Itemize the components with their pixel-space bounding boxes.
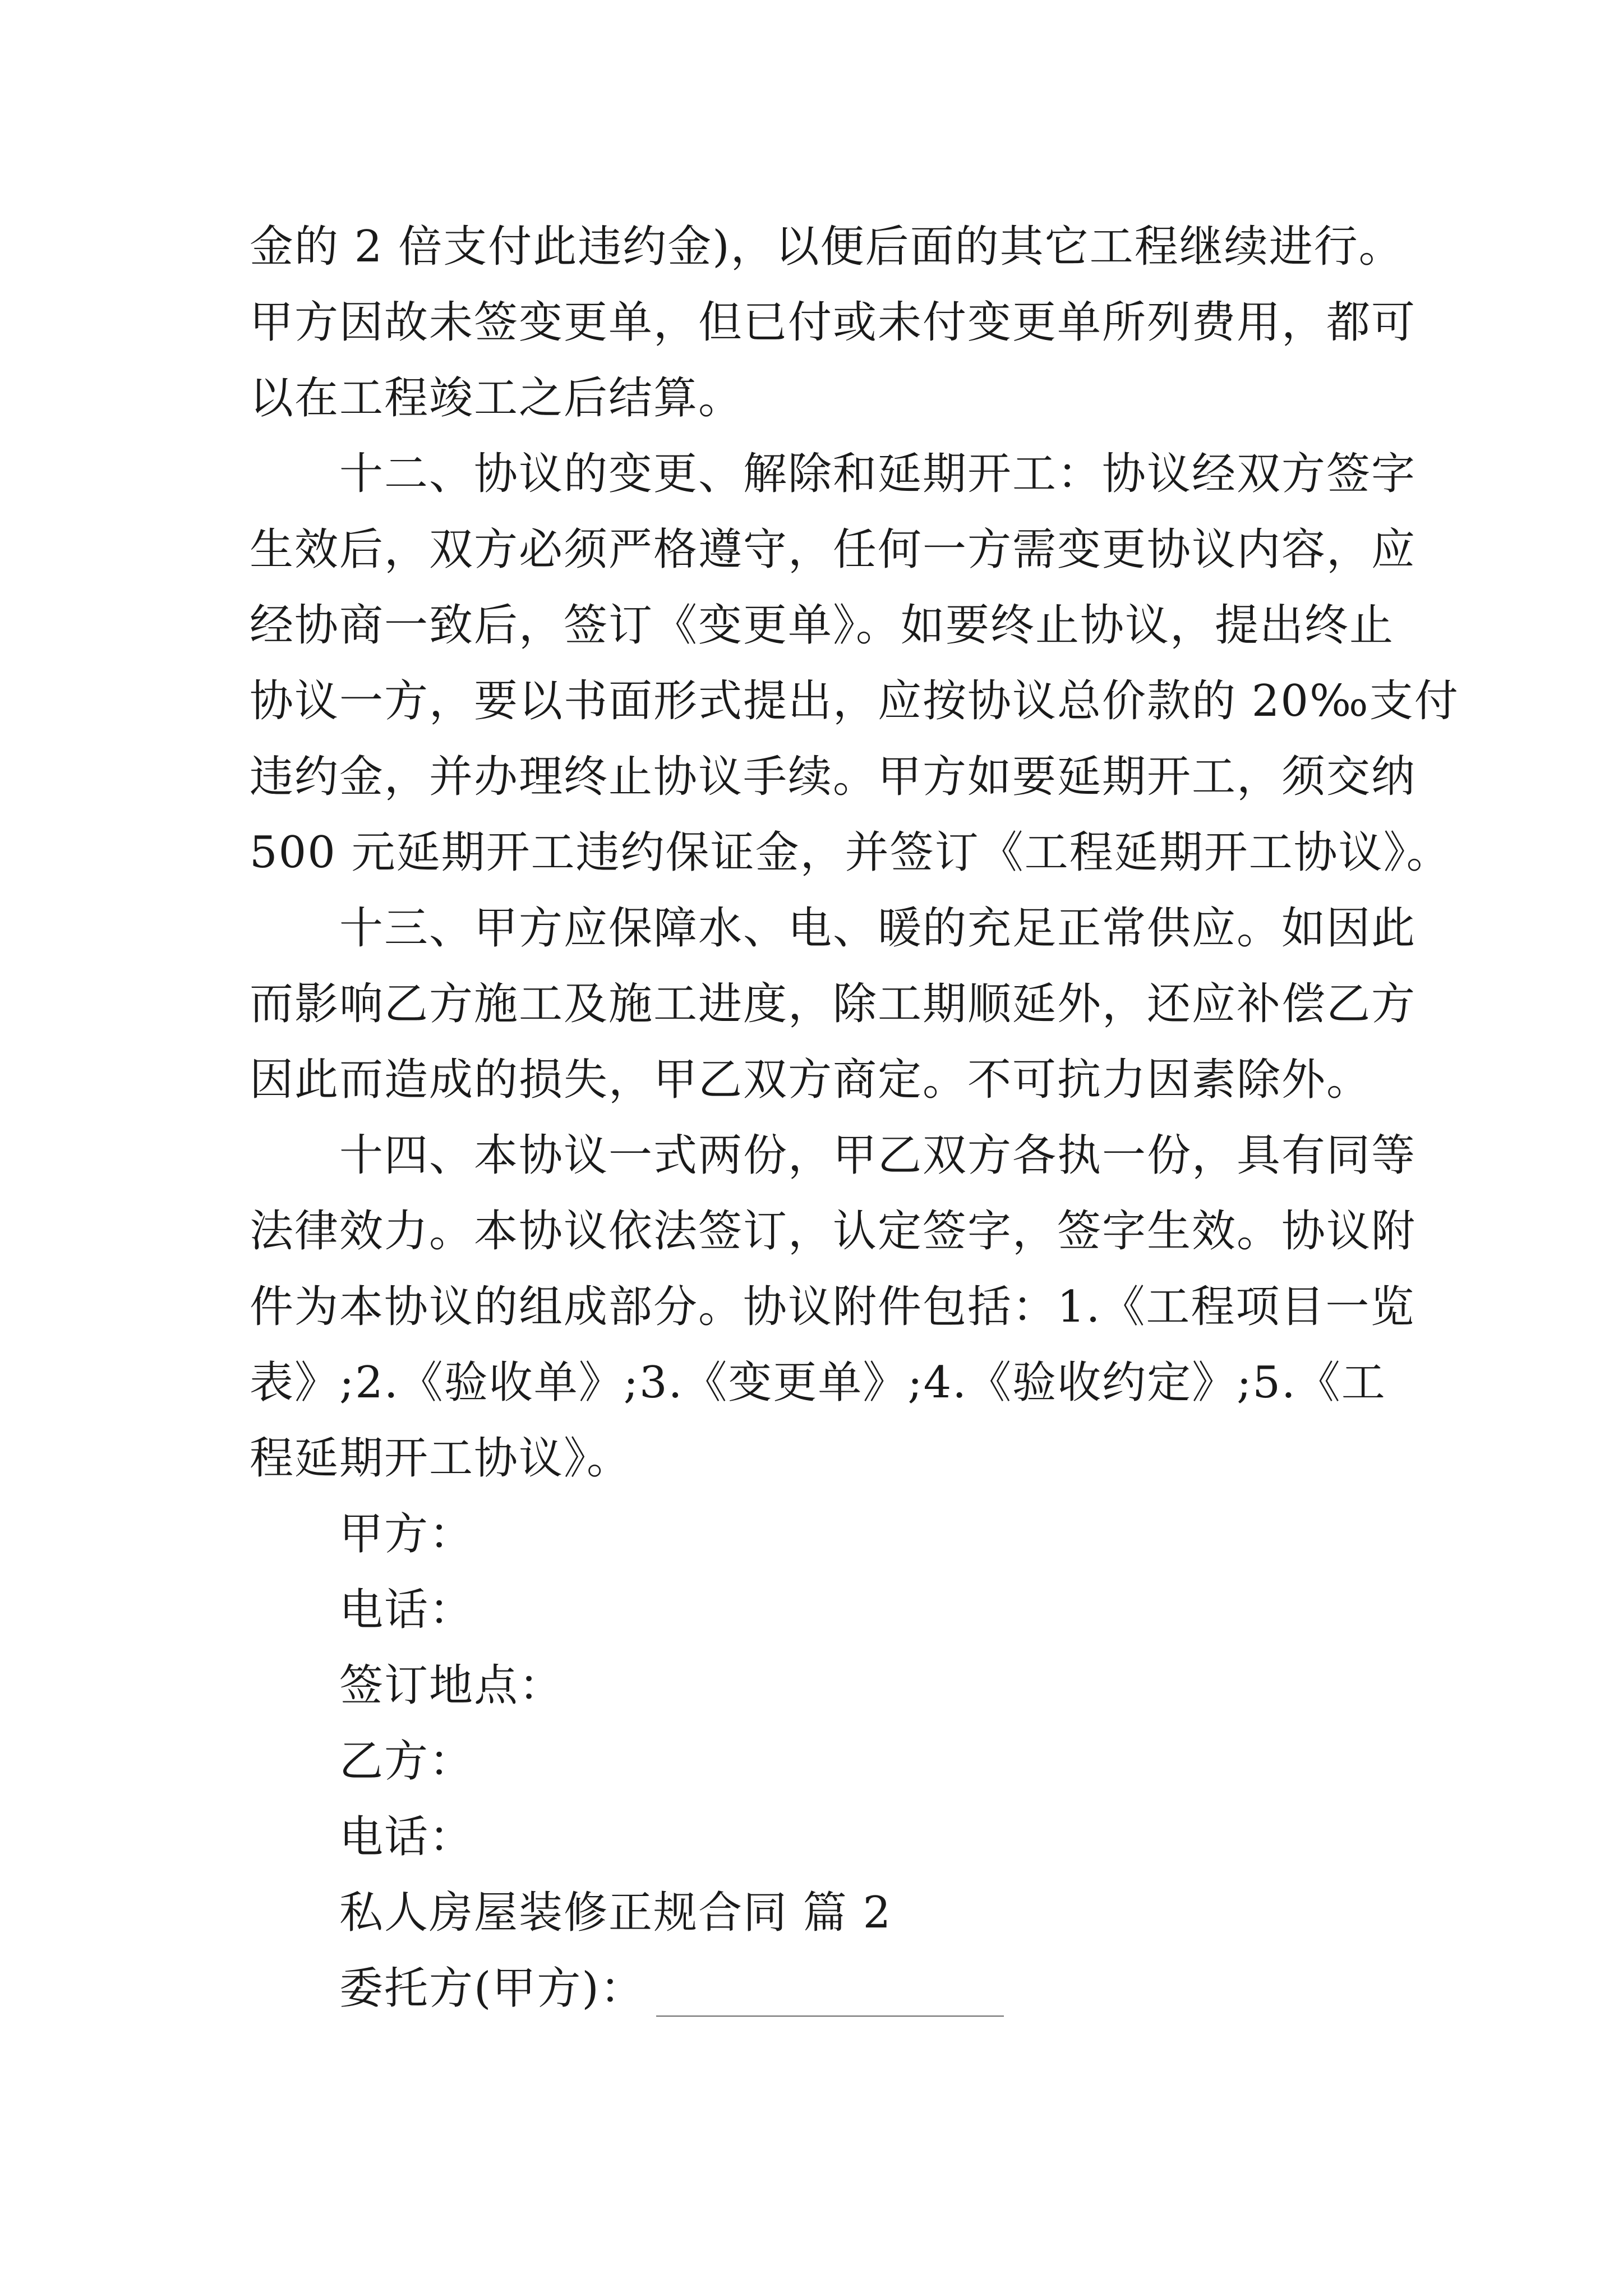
- paragraph-line: 件为本协议的组成部分。协议附件包括：1.《工程项目一览: [250, 1282, 1415, 1332]
- paragraph-line: 而影响乙方施工及施工进度，除工期顺延外，还应补偿乙方: [250, 979, 1417, 1029]
- paragraph-line: 甲方因故未签变更单，但已付或未付变更单所列费用，都可: [250, 297, 1417, 348]
- clause-13-start: 十三、甲方应保障水、电、暖的充足正常供应。如因此: [339, 903, 1417, 954]
- paragraph-line: 法律效力。本协议依法签订，认定签字，签字生效。协议附: [250, 1206, 1417, 1257]
- party-a-label: 甲方：: [339, 1509, 474, 1559]
- paragraph-line: 以在工程竣工之后结算。: [250, 373, 744, 424]
- paragraph-line: 因此而造成的损失，甲乙双方商定。不可抗力因素除外。: [250, 1055, 1372, 1105]
- paragraph-line: 违约金，并办理终止协议手续。甲方如要延期开工，须交纳: [250, 752, 1417, 802]
- contract-section-heading: 私人房屋装修正规合同 篇 2: [339, 1888, 892, 1938]
- party-b-phone-label: 电话：: [339, 1812, 474, 1862]
- party-b-label: 乙方：: [339, 1736, 474, 1787]
- paragraph-line: 金的 2 倍支付此违约金)，以便后面的其它工程继续进行。: [250, 222, 1404, 272]
- paragraph-line: 500 元延期开工违约保证金，并签订《工程延期开工协议》。: [250, 827, 1451, 878]
- paragraph-line: 经协商一致后，签订《变更单》。如要终止协议，提出终止: [250, 600, 1395, 651]
- paragraph-line: 协议一方，要以书面形式提出，应按协议总价款的 20‰支付: [250, 676, 1459, 726]
- signature-blank-line: [656, 1976, 1004, 2017]
- party-a-phone-label: 电话：: [339, 1585, 474, 1635]
- client-party-label: 委托方(甲方)：: [339, 1963, 645, 2014]
- paragraph-line: 表》;2.《验收单》;3.《变更单》;4.《验收约定》;5.《工: [250, 1358, 1386, 1408]
- clause-12-start: 十二、协议的变更、解除和延期开工：协议经双方签字: [339, 449, 1417, 499]
- signing-location-label: 签订地点：: [339, 1660, 564, 1711]
- clause-14-start: 十四、本协议一式两份，甲乙双方各执一份，具有同等: [339, 1130, 1417, 1181]
- paragraph-line: 程延期开工协议》。: [250, 1433, 632, 1484]
- paragraph-line: 生效后，双方必须严格遵守，任何一方需变更协议内容，应: [250, 524, 1417, 575]
- client-party-row: [339, 1961, 1004, 2017]
